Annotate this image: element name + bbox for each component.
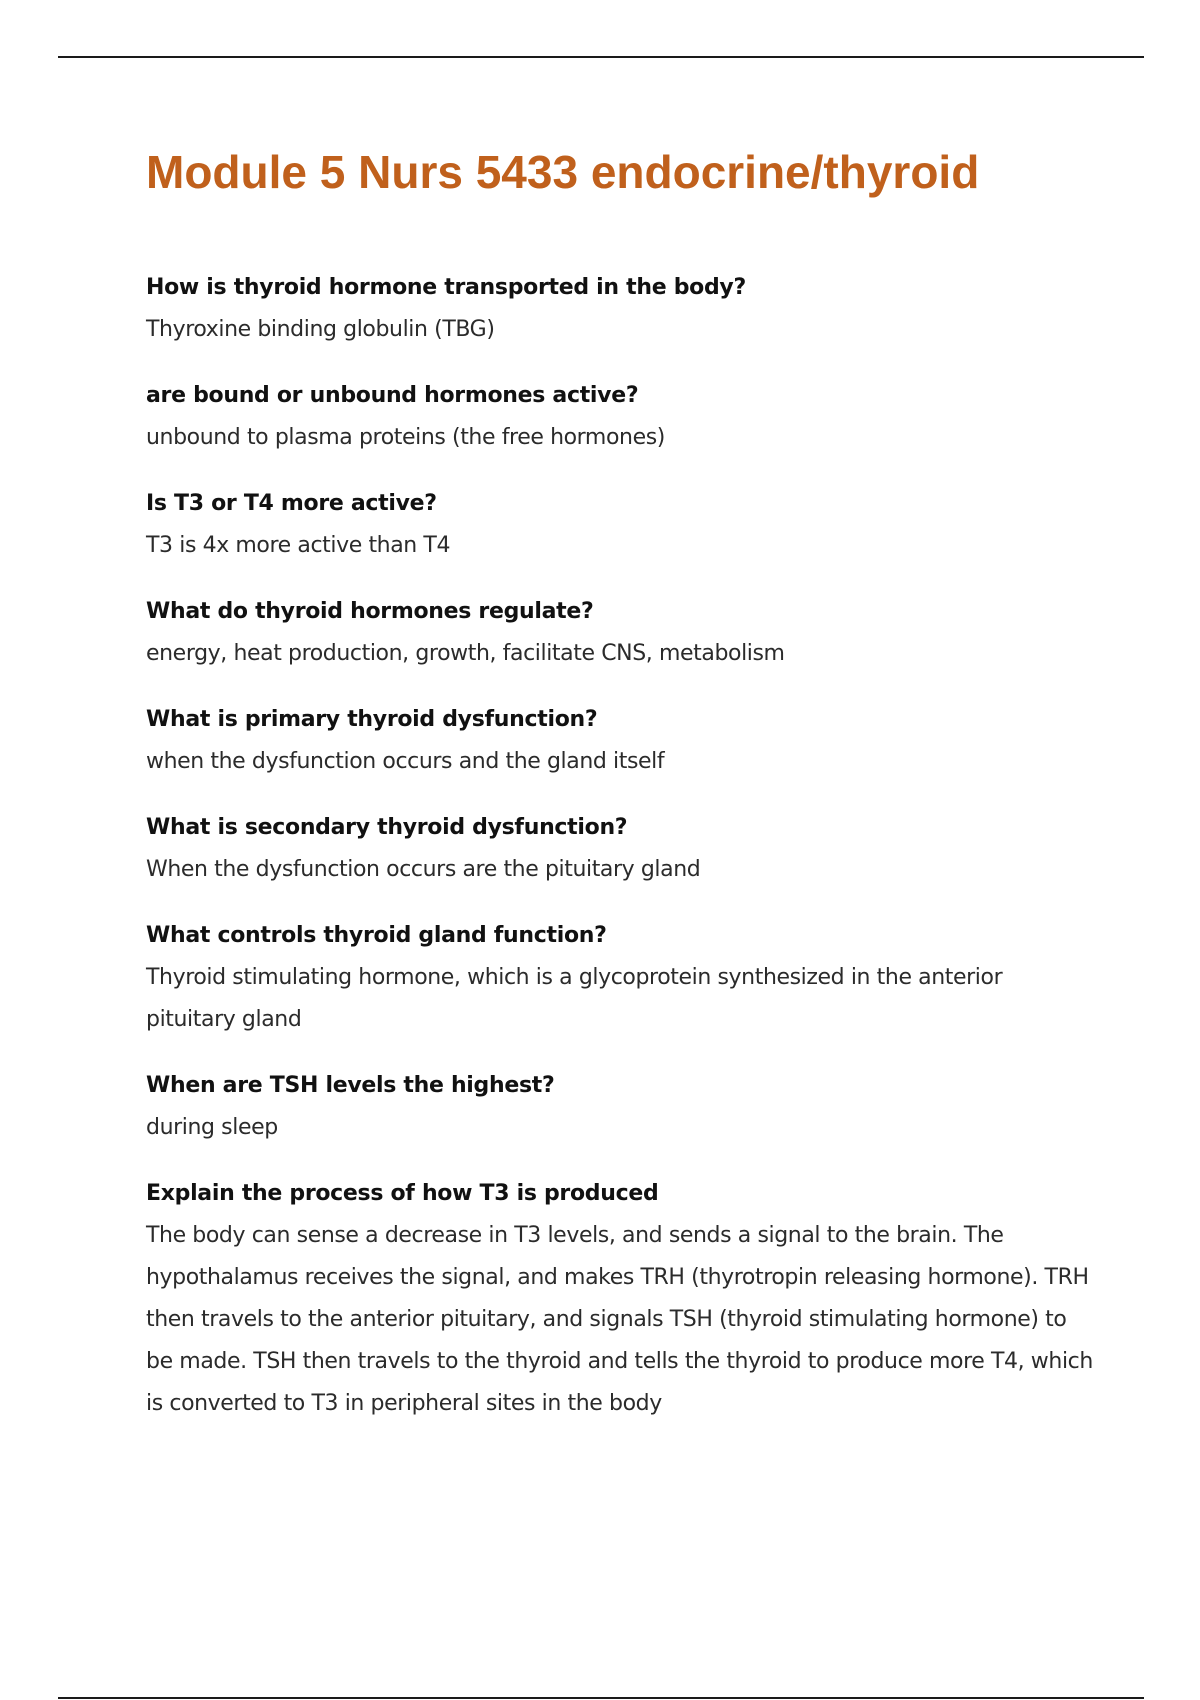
- qa-item: [146, 483, 1096, 567]
- qa-item: [146, 915, 1096, 1041]
- top-rule: [58, 56, 1144, 58]
- answer: unbound to plasma proteins (the free hormones): [146, 425, 665, 450]
- bottom-rule: [58, 1697, 1144, 1699]
- question: When are TSH levels the highest?: [146, 1073, 555, 1098]
- answer: energy, heat production, growth, facilitate CNS, metabolism: [146, 641, 785, 666]
- question: What do thyroid hormones regulate?: [146, 599, 594, 624]
- answer: The body can sense a decrease in T3 levels, and sends a signal to the brain. The hypothalamus receives the signal, and makes TRH (thyrotropin releasing hormone). TRH then travels to the anterior pituitary, and signals TSH (thyroid stimulating hormone) to be made. TSH then travels to the thyroid and tells the thyroid to produce more T4, which is converted to T3 in peripheral sites in the body: [146, 1223, 1093, 1416]
- answer: Thyroxine binding globulin (TBG): [146, 317, 495, 342]
- qa-item: [146, 699, 1096, 783]
- question: Explain the process of how T3 is produced: [146, 1181, 659, 1206]
- question: are bound or unbound hormones active?: [146, 383, 639, 408]
- answer: T3 is 4x more active than T4: [146, 533, 451, 558]
- qa-item: [146, 591, 1096, 675]
- qa-item: [146, 1065, 1096, 1149]
- question: What controls thyroid gland function?: [146, 923, 607, 948]
- question: How is thyroid hormone transported in the body?: [146, 275, 746, 300]
- page-title: Module 5 Nurs 5433 endocrine/thyroid: [146, 146, 980, 198]
- qa-item: [146, 807, 1096, 891]
- qa-item: [146, 267, 1096, 351]
- answer: When the dysfunction occurs are the pituitary gland: [146, 857, 701, 882]
- question: What is primary thyroid dysfunction?: [146, 707, 598, 732]
- question: Is T3 or T4 more active?: [146, 491, 437, 516]
- qa-item: [146, 1173, 1096, 1425]
- qa-list: [146, 267, 1096, 1449]
- answer: Thyroid stimulating hormone, which is a glycoprotein synthesized in the anterior pituitary gland: [146, 965, 1003, 1032]
- question: What is secondary thyroid dysfunction?: [146, 815, 628, 840]
- answer: during sleep: [146, 1115, 278, 1140]
- answer: when the dysfunction occurs and the gland itself: [146, 749, 665, 774]
- qa-item: [146, 375, 1096, 459]
